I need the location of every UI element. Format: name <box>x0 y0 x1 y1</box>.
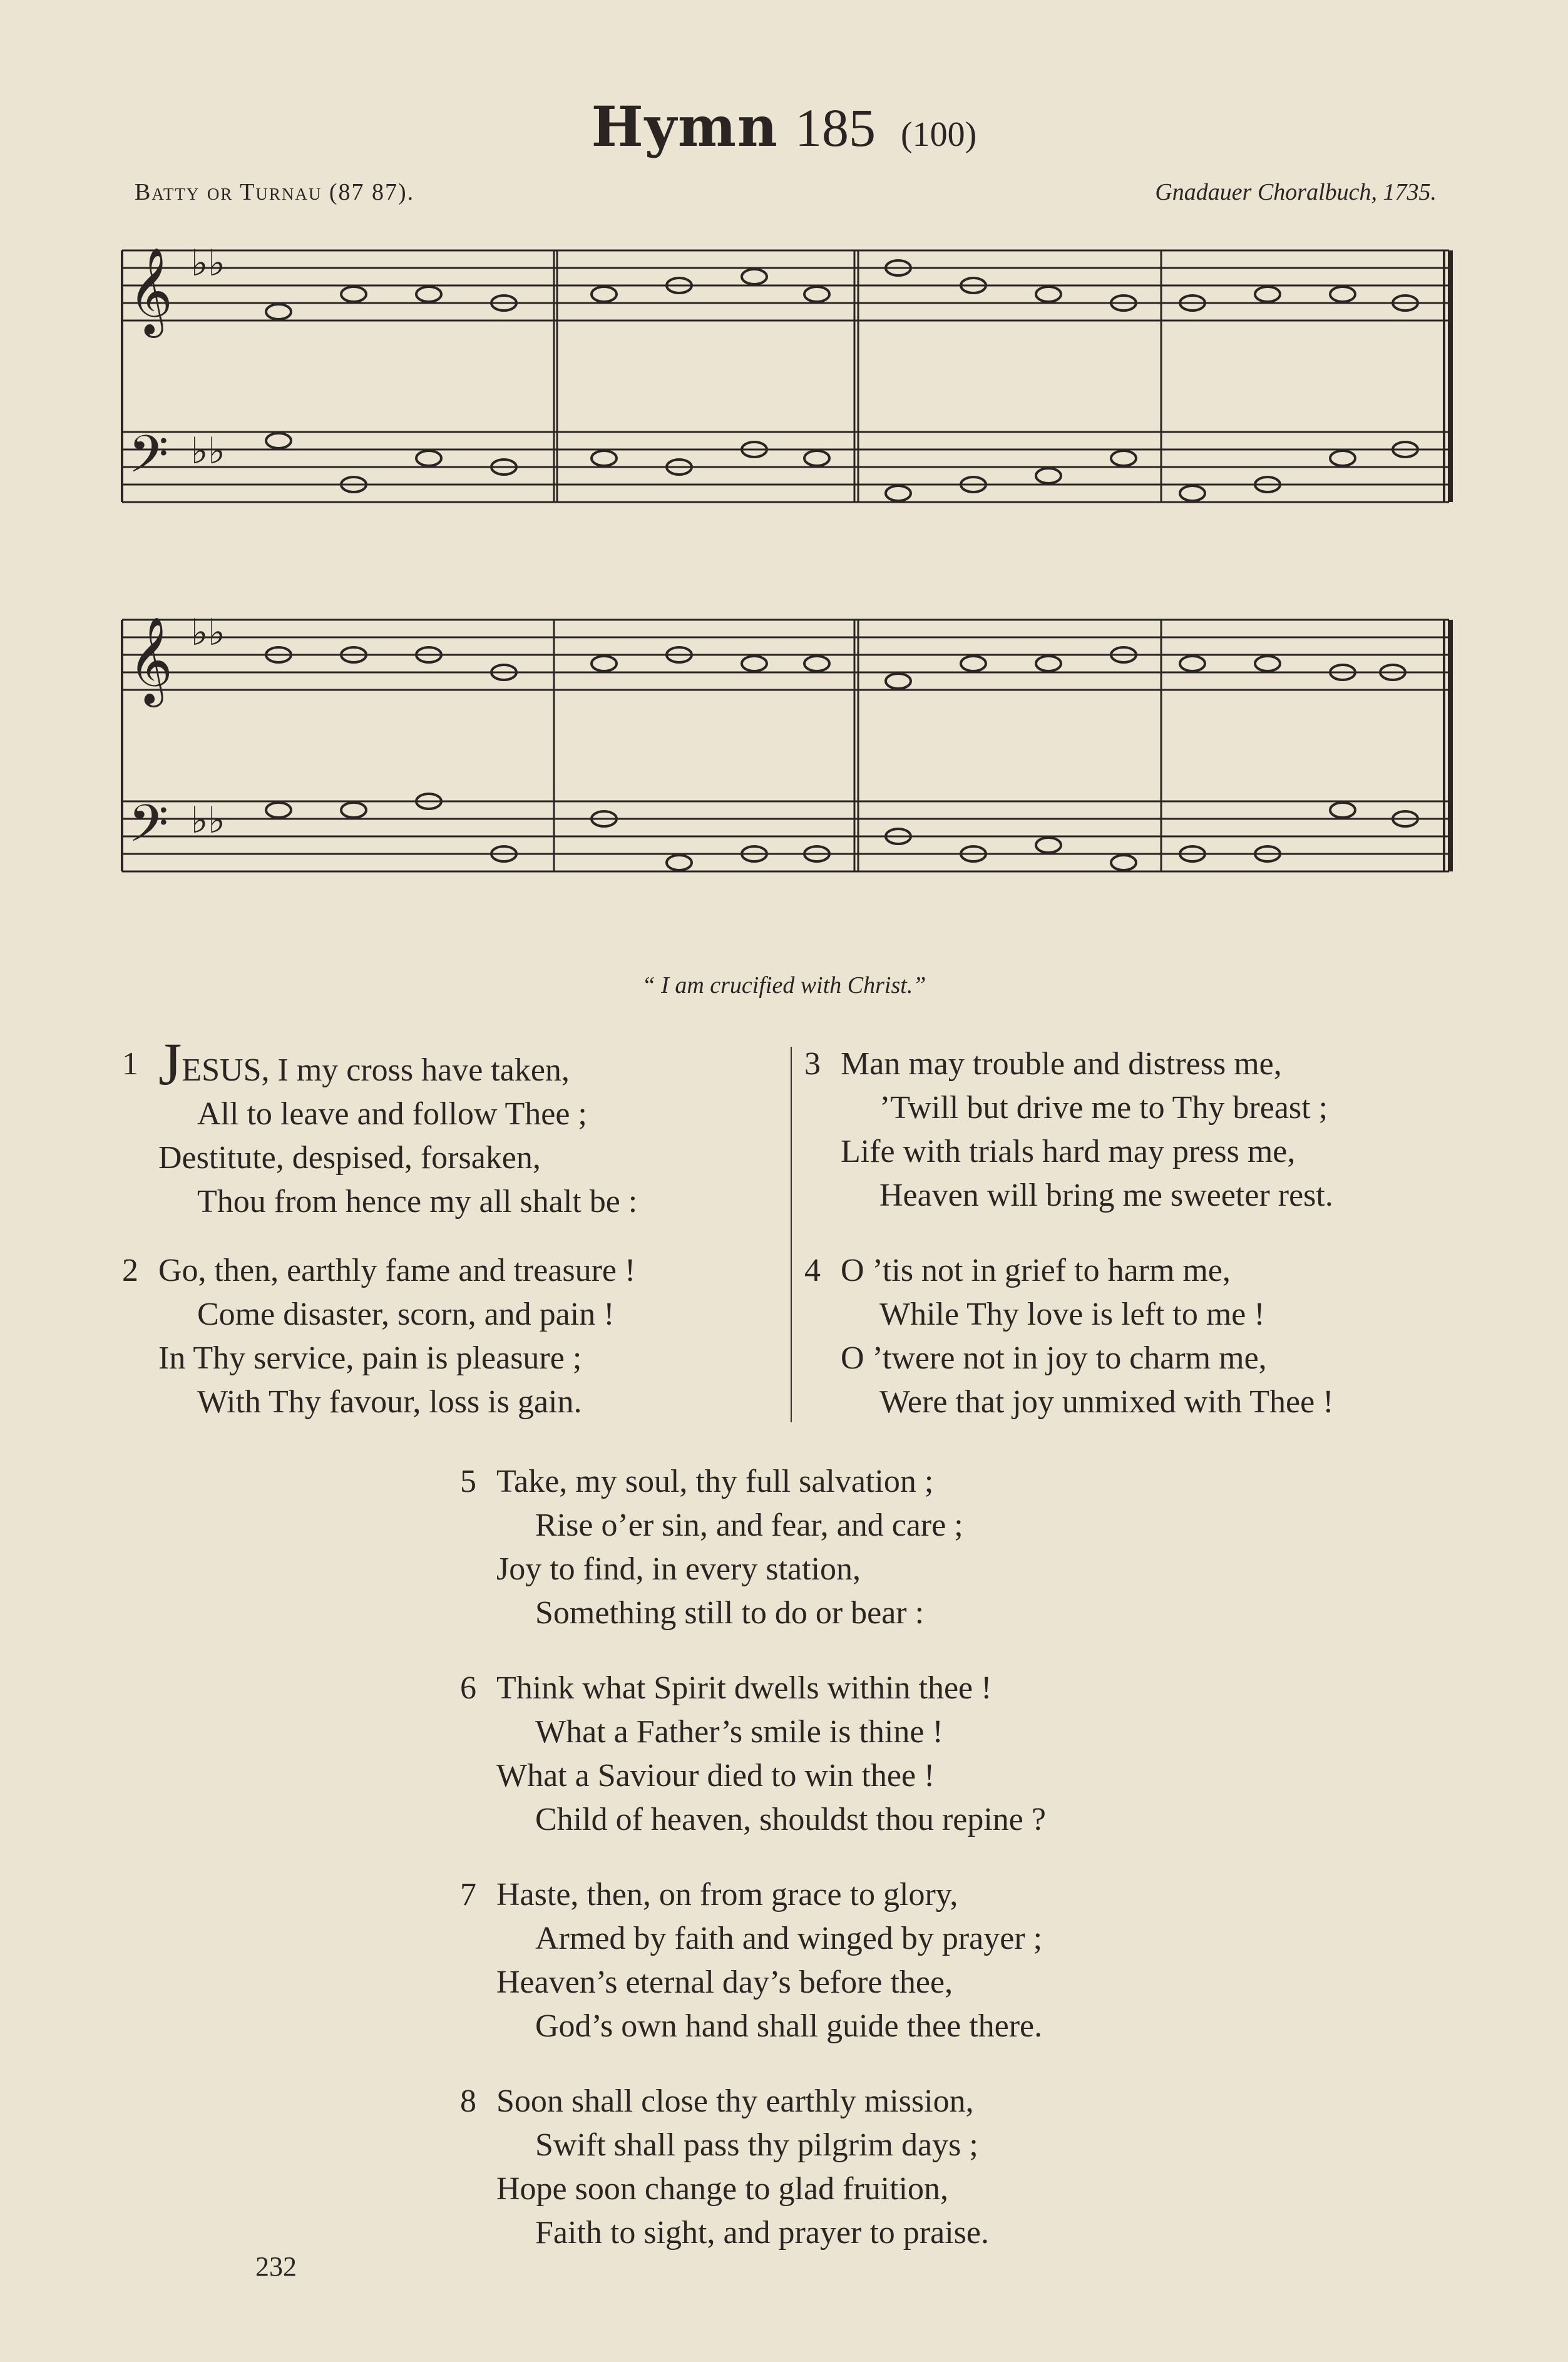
hymn-word: Hymn <box>591 94 779 159</box>
hymn-number: 185 <box>795 98 876 158</box>
verse-number: 8 <box>460 2083 476 2119</box>
music-system-1 <box>116 232 1455 526</box>
verse-line: ’Twill but drive me to Thy breast ; <box>879 1090 1328 1126</box>
verse-line: Armed by faith and winged by prayer ; <box>535 1921 1043 1956</box>
verse-line: Child of heaven, shouldst thou repine ? <box>535 1802 1046 1837</box>
verse-line: Destitute, despised, forsaken, <box>158 1140 541 1176</box>
verse-line: Heaven will bring me sweeter rest. <box>879 1178 1333 1213</box>
verse-line: Swift shall pass thy pilgrim days ; <box>535 2127 978 2163</box>
verse-number: 1 <box>122 1046 138 1082</box>
svg-text:♭♭: ♭♭ <box>191 429 225 472</box>
verse-6 <box>460 1666 1046 1842</box>
verse-number: 7 <box>460 1877 476 1913</box>
drop-cap: J <box>158 1030 182 1097</box>
verse-line: With Thy favour, loss is gain. <box>197 1384 582 1420</box>
treble-clef-icon: 𝄞 <box>128 617 173 704</box>
verse-4 <box>804 1249 1334 1424</box>
verse-line: Thou from hence my all shalt be : <box>197 1184 638 1220</box>
verse-1 <box>122 1030 638 1224</box>
verse-line: All to leave and follow Thee ; <box>197 1096 587 1132</box>
hymn-title <box>0 94 1568 159</box>
verse-line: Heaven’s eternal day’s before thee, <box>496 1964 953 2000</box>
tune-source: Gnadauer Choralbuch, 1735. <box>1155 179 1437 205</box>
verse-number: 2 <box>122 1253 138 1288</box>
verse-2 <box>122 1249 635 1424</box>
verse-line: Something still to do or bear : <box>535 1595 925 1631</box>
column-divider <box>791 1047 792 1422</box>
verse-line: Man may trouble and distress me, <box>841 1046 1282 1082</box>
scripture-caption: “ I am crucified with Christ.” <box>642 972 926 999</box>
verse-number: 5 <box>460 1464 476 1499</box>
verse-line: Haste, then, on from grace to glory, <box>496 1877 958 1913</box>
bass-clef-icon: 𝄢 <box>128 793 169 866</box>
treble-clef-icon: 𝄞 <box>128 247 173 334</box>
verse-line: Take, my soul, thy full salvation ; <box>496 1464 934 1499</box>
svg-text:♭♭: ♭♭ <box>191 242 225 284</box>
verse-number: 3 <box>804 1046 821 1082</box>
verse-line: Come disaster, scorn, and pain ! <box>197 1297 615 1332</box>
hymn-alt-number: (100) <box>901 115 977 154</box>
verse-line: O ’tis not in grief to harm me, <box>841 1253 1231 1288</box>
verse-number: 6 <box>460 1670 476 1706</box>
verse-line: God’s own hand shall guide thee there. <box>535 2008 1043 2044</box>
svg-text:♭♭: ♭♭ <box>191 611 225 654</box>
verse-line: Think what Spirit dwells within thee ! <box>496 1670 992 1706</box>
verse-line: Soon shall close thy earthly mission, <box>496 2083 974 2119</box>
verse-line: What a Father’s smile is thine ! <box>535 1714 943 1750</box>
verse-line: While Thy love is left to me ! <box>879 1297 1265 1332</box>
verse-line: Hope soon change to glad fruition, <box>496 2171 949 2207</box>
verse-line: Faith to sight, and prayer to praise. <box>535 2215 989 2251</box>
svg-text:♭♭: ♭♭ <box>191 799 225 841</box>
verse-5 <box>460 1460 963 1635</box>
bass-clef-icon: 𝄢 <box>128 424 169 497</box>
verse-number: 4 <box>804 1253 821 1288</box>
verse-line: O ’twere not in joy to charm me, <box>841 1340 1267 1376</box>
tune-name: Batty or Turnau (87 87). <box>135 179 415 205</box>
verse-line: Life with trials hard may press me, <box>841 1134 1296 1169</box>
verse-8 <box>460 2080 989 2255</box>
verse-line: What a Saviour died to win thee ! <box>496 1758 935 1794</box>
verse-7 <box>460 1873 1042 2048</box>
verse-line: Rise o’er sin, and fear, and care ; <box>535 1507 963 1543</box>
verse-line: Joy to find, in every station, <box>496 1551 861 1587</box>
verse-line: Were that joy unmixed with Thee ! <box>879 1384 1334 1420</box>
verse-line: In Thy service, pain is pleasure ; <box>158 1340 582 1376</box>
page-number: 232 <box>255 2251 297 2282</box>
verse-line: Go, then, earthly fame and treasure ! <box>158 1253 636 1288</box>
verse-3 <box>804 1042 1333 1218</box>
music-system-2 <box>116 601 1455 895</box>
verse-line: JESUS, I my cross have taken, <box>158 1030 570 1097</box>
